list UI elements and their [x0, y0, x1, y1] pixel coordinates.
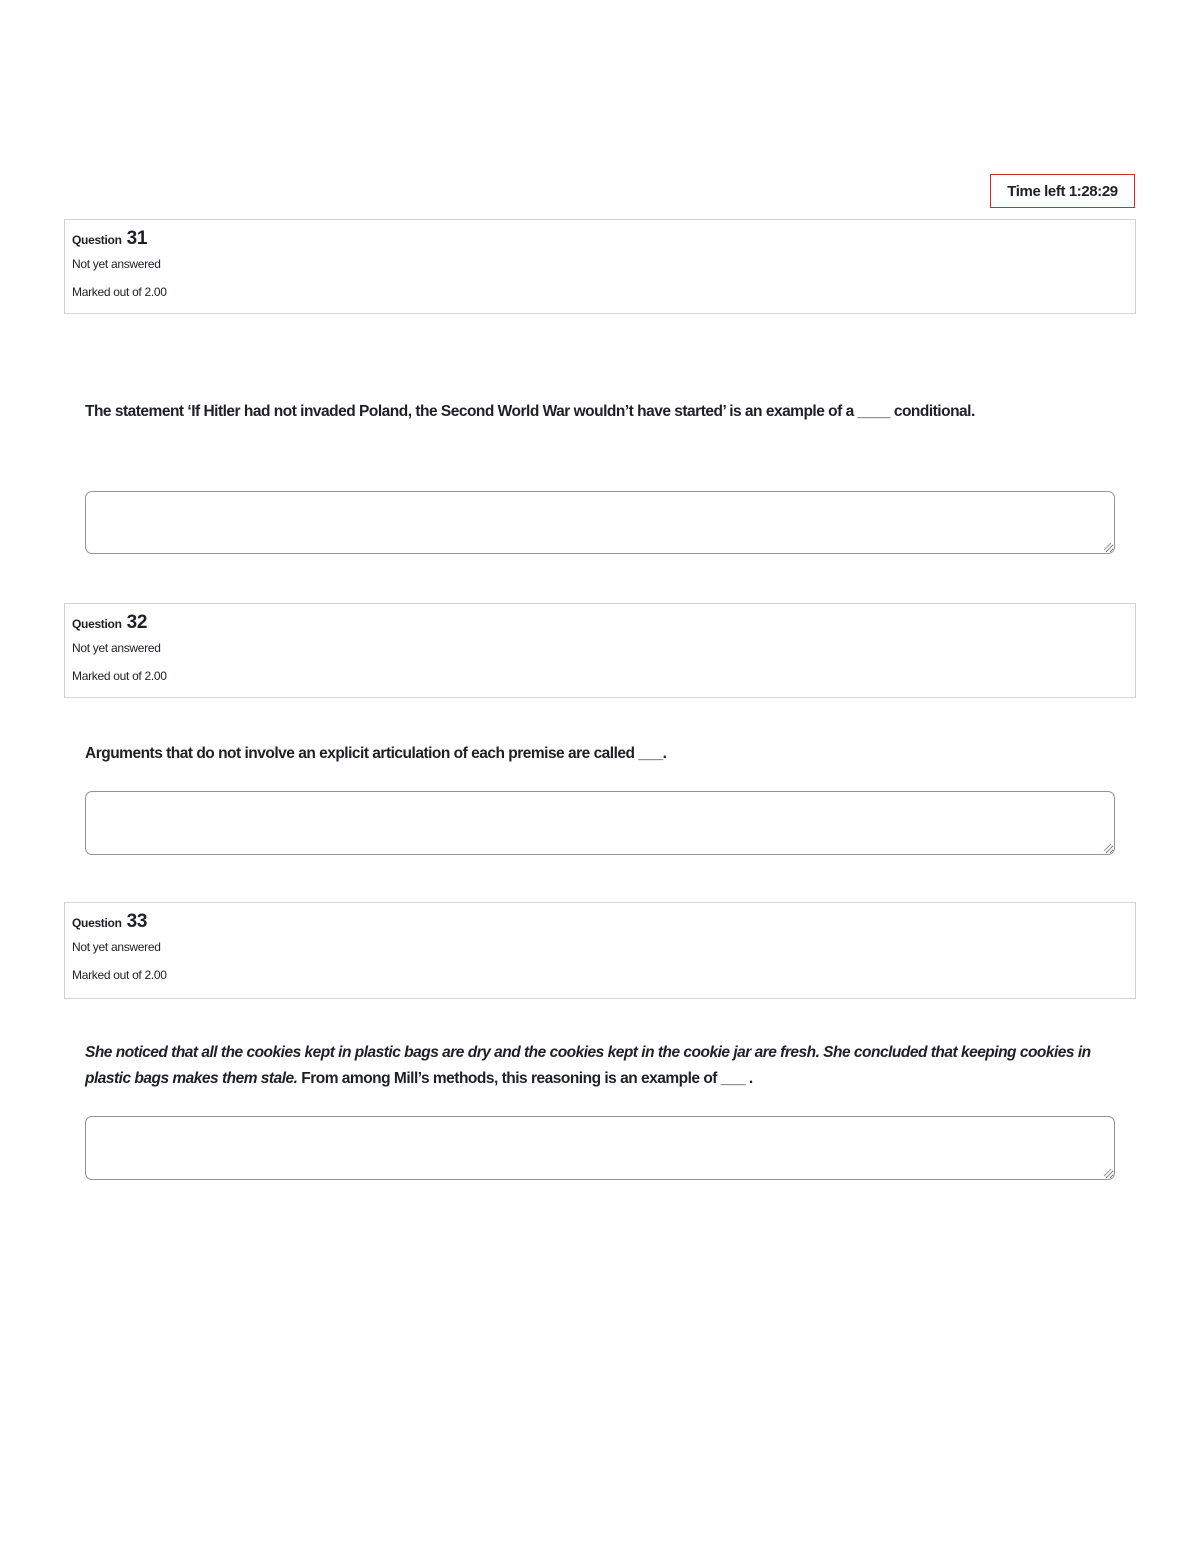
question-number: 32	[126, 612, 148, 633]
question-text-31	[85, 399, 1115, 425]
question-info-33	[64, 902, 1136, 999]
question-label: Question	[72, 916, 122, 930]
question-marks: Marked out of 2.00	[72, 669, 167, 683]
answer-input-31[interactable]	[85, 491, 1115, 554]
question-text-plain: From among Mill’s methods, this reasoning is an example of ___ .	[297, 1070, 753, 1087]
question-text-plain: The statement ‘If Hitler had not invaded Poland, the Second World War wouldn’t have started’ is an example of a ____ conditional.	[85, 403, 975, 420]
question-number-line	[72, 612, 1128, 634]
question-number: 31	[126, 228, 148, 249]
resize-handle-icon[interactable]	[1102, 541, 1112, 551]
question-status: Not yet answered	[72, 940, 161, 954]
question-info-32	[64, 603, 1136, 698]
question-status: Not yet answered	[72, 257, 161, 271]
question-info-31	[64, 219, 1136, 314]
question-text-italic: She noticed that all the cookies kept in plastic bags are dry and the cookies kept in the cookie jar are fresh. She concluded that keeping cookies in plastic bags makes them stale.	[85, 1044, 1091, 1087]
question-text-32	[85, 741, 1115, 767]
question-number-line	[72, 228, 1128, 250]
question-marks: Marked out of 2.00	[72, 285, 167, 299]
question-status: Not yet answered	[72, 641, 161, 655]
resize-handle-icon[interactable]	[1102, 1167, 1112, 1177]
question-number: 33	[126, 911, 148, 932]
question-text-plain: Arguments that do not involve an explicit articulation of each premise are called ___.	[85, 745, 667, 762]
answer-input-33[interactable]	[85, 1116, 1115, 1180]
question-text-33	[85, 1040, 1115, 1092]
question-marks: Marked out of 2.00	[72, 968, 167, 982]
question-label: Question	[72, 617, 122, 631]
resize-handle-icon[interactable]	[1102, 842, 1112, 852]
answer-input-32[interactable]	[85, 791, 1115, 855]
quiz-timer: Time left 1:28:29	[990, 174, 1135, 208]
question-number-line	[72, 911, 1128, 933]
question-label: Question	[72, 233, 122, 247]
